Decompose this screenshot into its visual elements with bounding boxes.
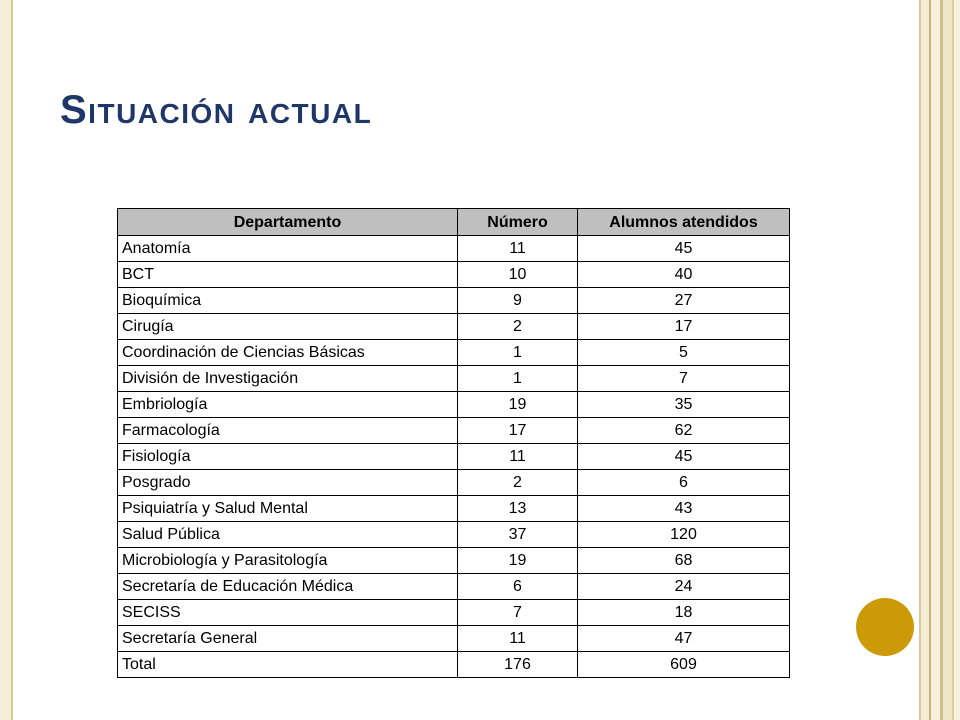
table-row: [118, 548, 790, 574]
header-number: Número: [458, 209, 578, 236]
slide-title: Situación actual: [60, 88, 373, 132]
cell-number: 10: [458, 262, 578, 288]
cell-number: 9: [458, 288, 578, 314]
cell-number: 11: [458, 236, 578, 262]
cell-students: 5: [578, 340, 790, 366]
cell-students: 120: [578, 522, 790, 548]
right-stripes-decoration: [916, 0, 960, 720]
cell-number: 1: [458, 340, 578, 366]
table-row: [118, 288, 790, 314]
cell-department: División de Investigación: [118, 366, 458, 392]
cell-number: 11: [458, 444, 578, 470]
table-header-row: [118, 209, 790, 236]
cell-number: 1: [458, 366, 578, 392]
cell-students: 43: [578, 496, 790, 522]
cell-students: 17: [578, 314, 790, 340]
cell-department: Total: [118, 652, 458, 678]
cell-number: 17: [458, 418, 578, 444]
cell-department: BCT: [118, 262, 458, 288]
cell-department: Posgrado: [118, 470, 458, 496]
cell-number: 2: [458, 470, 578, 496]
cell-number: 11: [458, 626, 578, 652]
cell-students: 45: [578, 236, 790, 262]
cell-department: Secretaría General: [118, 626, 458, 652]
table-row: [118, 522, 790, 548]
table-row: [118, 600, 790, 626]
cell-students: 18: [578, 600, 790, 626]
cell-department: Bioquímica: [118, 288, 458, 314]
table-row: [118, 366, 790, 392]
header-students: Alumnos atendidos: [578, 209, 790, 236]
cell-students: 40: [578, 262, 790, 288]
cell-students: 68: [578, 548, 790, 574]
cell-students: 27: [578, 288, 790, 314]
gold-circle-decoration: [856, 598, 914, 656]
cell-students: 7: [578, 366, 790, 392]
cell-number: 19: [458, 548, 578, 574]
cell-students: 35: [578, 392, 790, 418]
cell-department: Salud Pública: [118, 522, 458, 548]
cell-students: 45: [578, 444, 790, 470]
table-row: [118, 262, 790, 288]
table-row: [118, 236, 790, 262]
cell-department: Coordinación de Ciencias Básicas: [118, 340, 458, 366]
cell-department: Anatomía: [118, 236, 458, 262]
cell-students: 62: [578, 418, 790, 444]
cell-number: 176: [458, 652, 578, 678]
departments-table: [117, 208, 790, 678]
cell-department: Secretaría de Educación Médica: [118, 574, 458, 600]
table-body: [118, 236, 790, 678]
left-border-line: [11, 0, 13, 720]
cell-number: 19: [458, 392, 578, 418]
cell-department: Psiquiatría y Salud Mental: [118, 496, 458, 522]
cell-department: Fisiología: [118, 444, 458, 470]
cell-number: 37: [458, 522, 578, 548]
cell-number: 7: [458, 600, 578, 626]
table-row: [118, 496, 790, 522]
table-row: [118, 626, 790, 652]
cell-department: SECISS: [118, 600, 458, 626]
cell-number: 6: [458, 574, 578, 600]
cell-number: 2: [458, 314, 578, 340]
cell-students: 47: [578, 626, 790, 652]
cell-department: Microbiología y Parasitología: [118, 548, 458, 574]
table-row: [118, 314, 790, 340]
cell-students: 6: [578, 470, 790, 496]
table-row: [118, 574, 790, 600]
table-row: [118, 652, 790, 678]
table-row: [118, 444, 790, 470]
cell-department: Farmacología: [118, 418, 458, 444]
cell-department: Cirugía: [118, 314, 458, 340]
cell-students: 24: [578, 574, 790, 600]
table-row: [118, 470, 790, 496]
table-row: [118, 392, 790, 418]
cell-number: 13: [458, 496, 578, 522]
left-border-decoration: [0, 0, 11, 720]
cell-students: 609: [578, 652, 790, 678]
table-row: [118, 418, 790, 444]
table-row: [118, 340, 790, 366]
header-department: Departamento: [118, 209, 458, 236]
cell-department: Embriología: [118, 392, 458, 418]
